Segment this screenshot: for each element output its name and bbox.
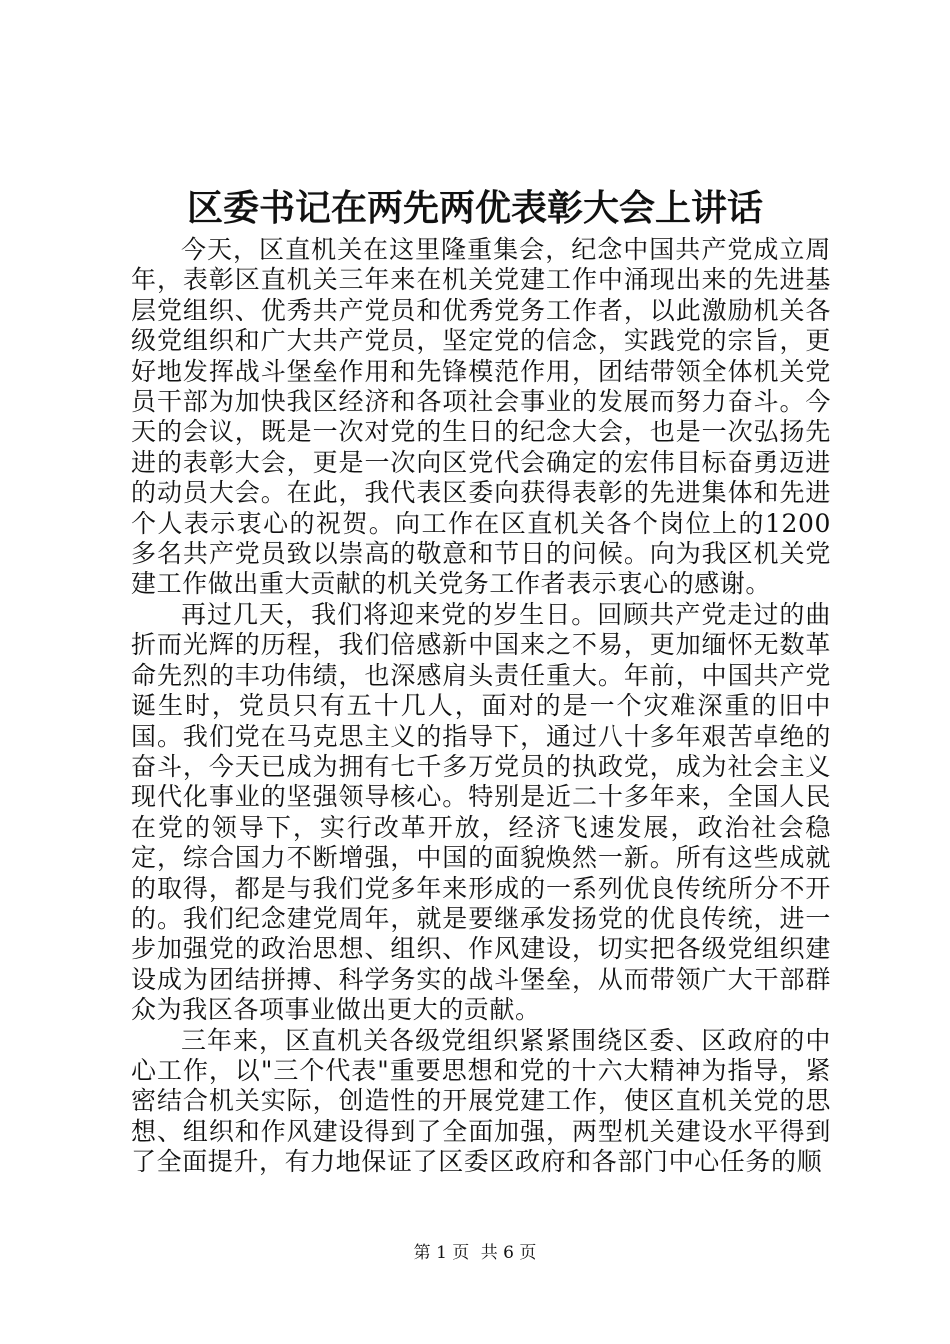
paragraph-3: 三年来，区直机关各级党组织紧紧围绕区委、区政府的中心工作，以"三个代表"重要思想和党的十六大精神为指导，紧密结合机关实际，创造性的开展党建工作，使区直机关党的思想、组织和作风建设得到了全面加强，两型机关建设水平得到了全面提升，有力地保证了区委区政府和各部门中心任务的顺 xyxy=(131,1025,831,1177)
paragraph-1: 今天，区直机关在这里隆重集会，纪念中国共产党成立周年，表彰区直机关三年来在机关党建工作中涌现出来的先进基层党组织、优秀共产党员和优秀党务工作者，以此激励机关各级党组织和广大共产党员，坚定党的信念，实践党的宗旨，更好地发挥战斗堡垒作用和先锋模范作用，团结带领全体机关党员干部为加快我区经济和各项社会事业的发展而努力奋斗。今天的会议，既是一次对党的生日的纪念大会，也是一次弘扬先进的表彰大会，更是一次向区党代会确定的宏伟目标奋勇迈进的动员大会。在此，我代表区委向获得表彰的先进集体和先进个人表示衷心的祝贺。向工作在区直机关各个岗位上的1200多名共产党员致以崇高的敬意和节日的问候。向为我区机关党建工作做出重大贡献的机关党务工作者表示衷心的感谢。 xyxy=(131,235,831,599)
page-count: 共 6 页 xyxy=(480,1243,537,1263)
page-number: 第 1 页 xyxy=(413,1243,470,1263)
document-body xyxy=(131,235,831,1178)
page-footer xyxy=(0,1241,950,1265)
document-title: 区委书记在两先两优表彰大会上讲话 xyxy=(186,187,763,229)
paragraph-2: 再过几天，我们将迎来党的岁生日。回顾共产党走过的曲折而光辉的历程，我们倍感新中国来之不易，更加缅怀无数革命先烈的丰功伟绩，也深感肩头责任重大。年前，中国共产党诞生时，党员只有五十几人，面对的是一个灾难深重的旧中国。我们党在马克思主义的指导下，通过八十多年艰苦卓绝的奋斗，今天已成为拥有七千多万党员的执政党，成为社会主义现代化事业的坚强领导核心。特别是近二十多年来，全国人民在党的领导下，实行改革开放，经济飞速发展，政治社会稳定，综合国力不断增强，中国的面貌焕然一新。所有这些成就的取得，都是与我们党多年来形成的一系列优良传统所分不开的。我们纪念建党周年，就是要继承发扬党的优良传统，进一步加强党的政治思想、组织、作风建设，切实把各级党组织建设成为团结拼搏、科学务实的战斗堡垒，从而带领广大干部群众为我区各项事业做出更大的贡献。 xyxy=(131,599,831,1025)
